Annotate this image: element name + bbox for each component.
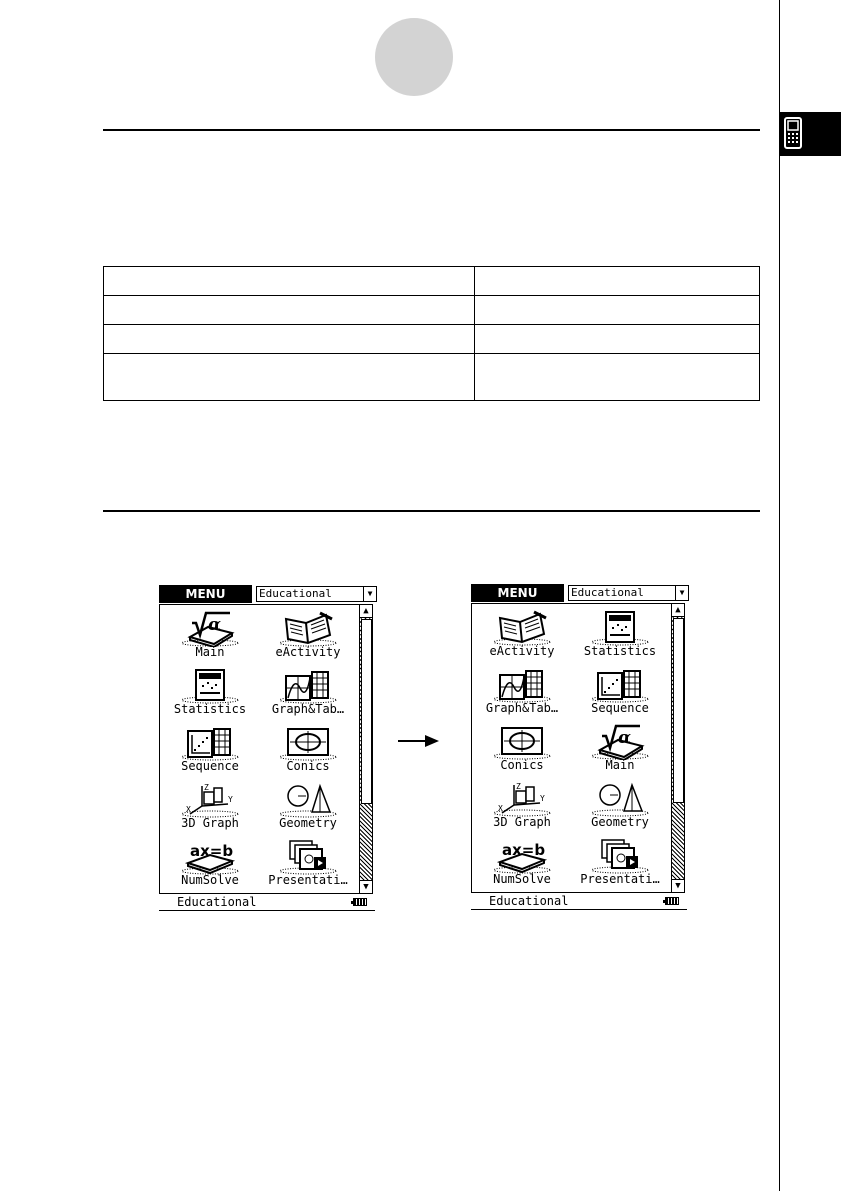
app-label: Statistics bbox=[173, 702, 247, 716]
app-label: NumSolve bbox=[493, 872, 551, 886]
app-graph-table-button[interactable] bbox=[472, 663, 572, 720]
menu-button[interactable]: MENU bbox=[159, 585, 252, 603]
app-label: Presentati… bbox=[580, 872, 660, 886]
table-cell bbox=[475, 267, 760, 296]
right-arrow-icon bbox=[425, 735, 439, 747]
svg-text:Z: Z bbox=[204, 783, 209, 792]
app-icon-grid bbox=[471, 603, 671, 893]
calculator-icon bbox=[780, 112, 841, 156]
folder-label: Educational bbox=[571, 586, 644, 599]
app-statistics-button[interactable] bbox=[160, 664, 260, 721]
scroll-up-arrow-icon[interactable]: ▲ bbox=[360, 605, 372, 618]
app-numsolve-button[interactable] bbox=[472, 834, 572, 891]
menu-bar bbox=[159, 584, 375, 604]
svg-text:Z: Z bbox=[516, 782, 521, 791]
spec-table bbox=[103, 266, 760, 401]
svg-text:X: X bbox=[498, 804, 503, 813]
status-bar bbox=[471, 894, 687, 910]
app-label: Statistics bbox=[583, 644, 657, 658]
app-icon-grid bbox=[159, 604, 359, 894]
app-label: Geometry bbox=[279, 816, 337, 830]
dropdown-arrow-icon[interactable]: ▼ bbox=[675, 586, 688, 600]
table-cell bbox=[475, 325, 760, 354]
svg-text:α: α bbox=[208, 615, 222, 635]
folder-dropdown[interactable] bbox=[568, 585, 689, 601]
app-main-button[interactable] bbox=[160, 607, 260, 664]
table-cell bbox=[475, 296, 760, 325]
app-label: Main bbox=[195, 645, 225, 659]
app-3d-graph-button[interactable] bbox=[160, 778, 260, 835]
svg-text:ax=b: ax=b bbox=[502, 841, 546, 859]
app-label: Presentati… bbox=[268, 873, 348, 887]
chapter-tab bbox=[780, 112, 841, 156]
app-statistics-button[interactable] bbox=[570, 606, 670, 663]
section-rule-top bbox=[103, 129, 760, 131]
table-row bbox=[104, 354, 760, 401]
svg-text:α: α bbox=[618, 728, 632, 748]
scroll-thumb[interactable] bbox=[673, 618, 684, 803]
app-presentation-button[interactable] bbox=[570, 834, 670, 891]
menu-button[interactable]: MENU bbox=[471, 584, 564, 602]
section-rule-middle bbox=[103, 510, 760, 512]
app-label: Sequence bbox=[591, 701, 649, 715]
arrow-shaft bbox=[398, 740, 426, 742]
page-marker-circle bbox=[375, 18, 453, 96]
status-bar bbox=[159, 895, 375, 911]
app-label: Main bbox=[605, 758, 635, 772]
app-3d-graph-button[interactable] bbox=[472, 777, 572, 834]
status-folder-label: Educational bbox=[489, 894, 569, 908]
table-cell bbox=[104, 267, 475, 296]
svg-text:X: X bbox=[186, 805, 191, 814]
app-label: Graph&Tab… bbox=[271, 702, 345, 716]
folder-dropdown[interactable] bbox=[256, 586, 377, 602]
scroll-thumb[interactable] bbox=[361, 619, 372, 804]
status-folder-label: Educational bbox=[177, 895, 257, 909]
svg-text:ax=b: ax=b bbox=[190, 842, 234, 860]
table-row bbox=[104, 267, 760, 296]
app-conics-button[interactable] bbox=[258, 721, 358, 778]
app-presentation-button[interactable] bbox=[258, 835, 358, 892]
table-row bbox=[104, 325, 760, 354]
menu-bar bbox=[471, 583, 687, 603]
table-cell bbox=[475, 354, 760, 401]
app-geometry-button[interactable] bbox=[258, 778, 358, 835]
app-label: NumSolve bbox=[181, 873, 239, 887]
app-sequence-button[interactable] bbox=[160, 721, 260, 778]
table-row bbox=[104, 296, 760, 325]
app-label: Sequence bbox=[181, 759, 239, 773]
app-numsolve-button[interactable] bbox=[160, 835, 260, 892]
scrollbar[interactable] bbox=[671, 603, 685, 893]
battery-icon bbox=[353, 898, 367, 906]
app-geometry-button[interactable] bbox=[570, 777, 670, 834]
margin-rule bbox=[779, 0, 780, 1191]
app-label: 3D Graph bbox=[493, 815, 551, 829]
scrollbar[interactable] bbox=[359, 604, 373, 894]
app-sequence-button[interactable] bbox=[570, 663, 670, 720]
dropdown-arrow-icon[interactable]: ▼ bbox=[363, 587, 376, 601]
table-cell bbox=[104, 296, 475, 325]
folder-label: Educational bbox=[259, 587, 332, 600]
app-label: Geometry bbox=[591, 815, 649, 829]
app-label: eActivity bbox=[275, 645, 341, 659]
battery-icon bbox=[665, 897, 679, 905]
menu-screen-after bbox=[471, 583, 689, 913]
svg-text:Y: Y bbox=[228, 795, 233, 804]
app-label: Conics bbox=[286, 759, 330, 773]
svg-text:Y: Y bbox=[540, 794, 545, 803]
app-main-button[interactable] bbox=[570, 720, 670, 777]
table-cell bbox=[104, 325, 475, 354]
app-label: 3D Graph bbox=[181, 816, 239, 830]
scroll-down-arrow-icon[interactable]: ▼ bbox=[360, 880, 372, 893]
app-eactivity-button[interactable] bbox=[258, 607, 358, 664]
app-label: Graph&Tab… bbox=[485, 701, 559, 715]
app-eactivity-button[interactable] bbox=[472, 606, 572, 663]
app-conics-button[interactable] bbox=[472, 720, 572, 777]
scroll-down-arrow-icon[interactable]: ▼ bbox=[672, 879, 684, 892]
app-label: eActivity bbox=[489, 644, 555, 658]
scroll-up-arrow-icon[interactable]: ▲ bbox=[672, 604, 684, 617]
app-graph-table-button[interactable] bbox=[258, 664, 358, 721]
menu-screen-before bbox=[159, 584, 377, 914]
app-label: Conics bbox=[500, 758, 544, 772]
table-cell bbox=[104, 354, 475, 401]
